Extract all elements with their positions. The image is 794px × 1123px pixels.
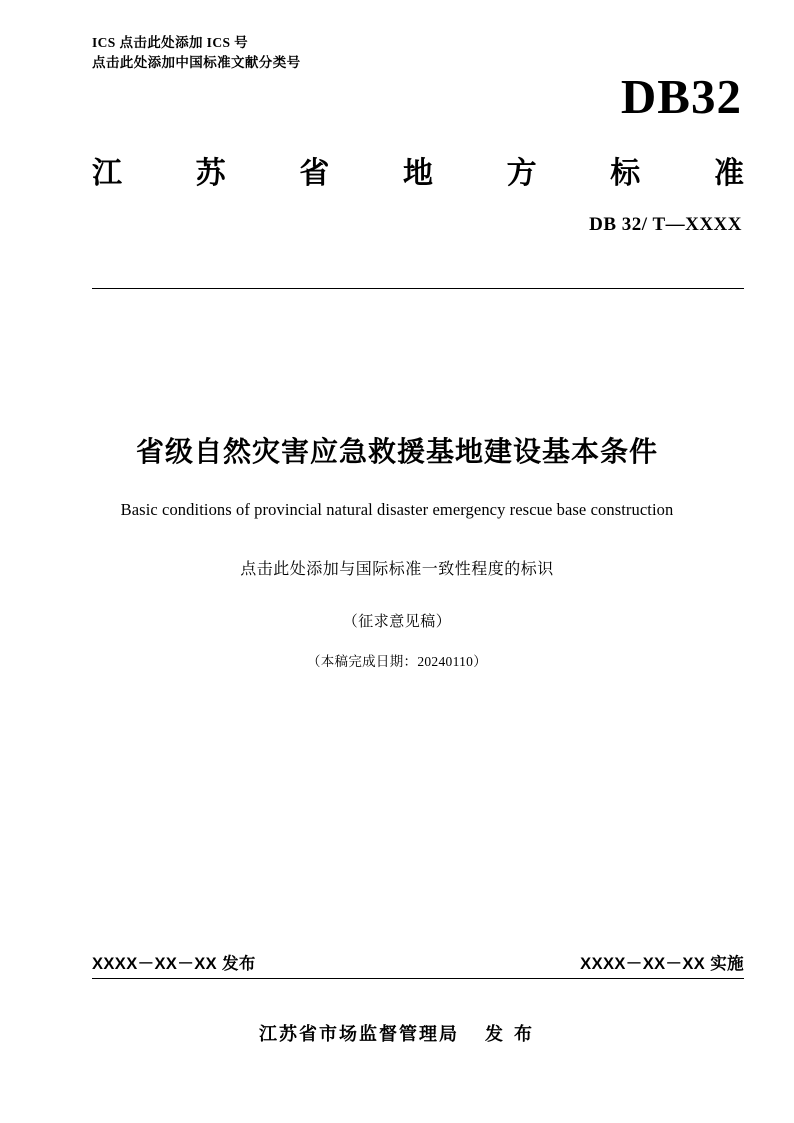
db32-logo: DB32 [620, 69, 742, 124]
standard-type-char-7: 准 [713, 157, 744, 190]
iso-consistency-note: 点击此处添加与国际标准一致性程度的标识 [240, 561, 554, 578]
publisher-line [0, 1020, 794, 1046]
draft-completion-date: （本稿完成日期：20240110） [306, 654, 488, 669]
ics-number-line: ICS 点击此处添加 ICS 号 [92, 35, 249, 50]
document-title-chinese: 省级自然灾害应急救援基地建设基本条件 [135, 436, 658, 467]
footer-divider [92, 978, 744, 979]
publish-verb: 发 布 [484, 1024, 535, 1044]
issue-date: XXXX－XX－XX 发布 [92, 955, 256, 973]
standard-type-char-1: 江 [92, 157, 122, 190]
standard-type-char-4: 地 [402, 157, 433, 190]
document-stage-label: （征求意见稿） [342, 614, 452, 630]
publisher-name: 江苏省市场监督管理局 [258, 1024, 459, 1044]
standard-type-char-5: 方 [506, 157, 537, 190]
standard-type-heading [92, 148, 744, 192]
header-divider [92, 288, 744, 289]
standard-type-char-6: 标 [610, 157, 641, 190]
ccs-classification-line: 点击此处添加中国标准文献分类号 [92, 55, 301, 70]
ics-block [92, 33, 592, 73]
implement-date: XXXX－XX－XX 实施 [580, 955, 744, 973]
standard-type-char-3: 省 [299, 157, 330, 190]
standard-type-char-2: 苏 [195, 157, 226, 190]
footer-dates [92, 950, 744, 974]
standard-number: DB 32/ T—XXXX [589, 214, 742, 235]
document-title-english: Basic conditions of provincial natural disaster emergency rescue base construction [120, 500, 674, 519]
